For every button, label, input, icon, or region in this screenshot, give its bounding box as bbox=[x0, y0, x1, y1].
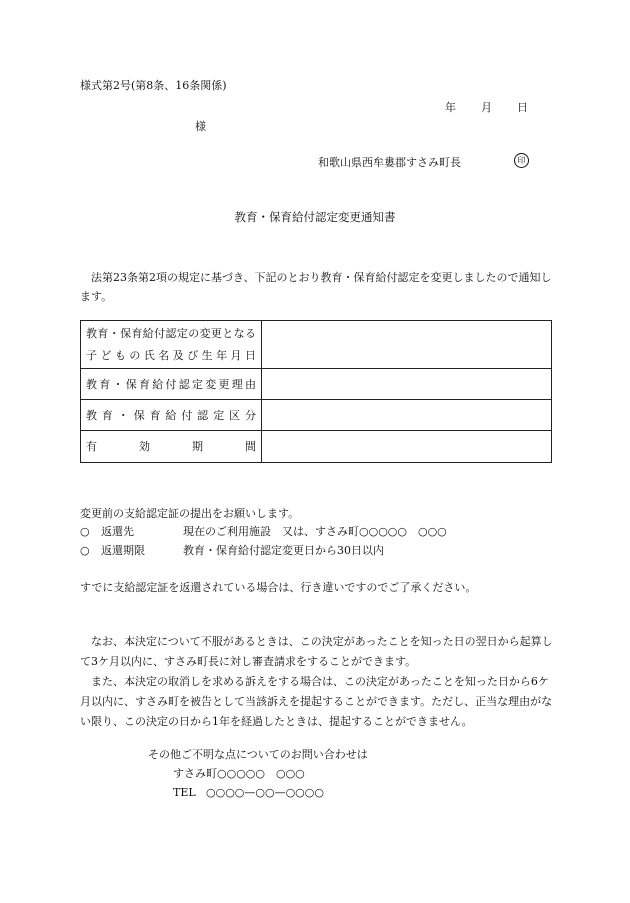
appeal-paragraph-1: なお、本決定について不服があるときは、この決定があったことを知った日の翌日から起算して3ケ月以内に、すさみ町長に対し審査請求をすることができます。 bbox=[80, 635, 553, 668]
return-destination-label: 返還先 bbox=[101, 525, 134, 538]
return-deadline-label: 返還期限 bbox=[101, 544, 145, 557]
bullet-circle: ○ bbox=[80, 544, 90, 557]
table-row bbox=[81, 321, 552, 369]
date-year-label: 年 bbox=[445, 101, 456, 114]
table-row bbox=[81, 431, 552, 463]
issuer-name: 和歌山県西牟婁郡すさみ町長 bbox=[318, 156, 461, 169]
form-number: 様式第2号(第8条、16条関係) bbox=[80, 79, 227, 92]
date-month-label: 月 bbox=[481, 101, 492, 114]
contact-phone bbox=[173, 787, 324, 798]
child-name-label-line2: 子どもの氏名及び生年月日 bbox=[86, 348, 256, 362]
return-deadline-value: 教育・保育給付認定変更日から30日以内 bbox=[183, 544, 384, 557]
child-name-label-line1: 教育・保育給付認定の変更となる bbox=[86, 326, 256, 340]
document-title: 教育・保育給付認定変更通知書 bbox=[234, 210, 396, 224]
table-row bbox=[81, 400, 552, 431]
contact-intro: その他ご不明な点についてのお問い合わせは bbox=[148, 748, 368, 761]
already-returned-note: すでに支給認定証を返還されている場合は、行き違いですのでご了承ください。 bbox=[80, 581, 477, 594]
appeal-paragraph-2: また、本決定の取消しを求める訴えをする場合は、この決定があったことを知った日から6ケ月以内に、すさみ町を被告として当該訴えを提起することができます。ただし、正当な理由がない限り、この決定の日から1年を経過したときは、提起することができません。 bbox=[80, 675, 553, 728]
bullet-circle: ○ bbox=[80, 525, 90, 538]
return-request: 変更前の支給認定証の提出をお願いします。 bbox=[80, 507, 300, 520]
child-name-value bbox=[262, 321, 552, 369]
contact-office: すさみ町○○○○○ ○○○ bbox=[173, 767, 305, 780]
recipient-suffix: 様 bbox=[195, 120, 206, 133]
intro-paragraph: 法第23条第2項の規定に基づき、下記のとおり教育・保育給付認定を変更しましたので通知します。 bbox=[80, 271, 552, 303]
category-label: 教育・保育給付認定区分 bbox=[81, 400, 262, 431]
table-row bbox=[81, 369, 552, 400]
tel-label: TEL bbox=[173, 786, 196, 799]
return-destination-value: 現在のご利用施設 又は、すさみ町○○○○○ ○○○ bbox=[183, 525, 447, 538]
child-name-label bbox=[81, 321, 262, 369]
tel-number: ○○○○—○○—○○○○ bbox=[206, 786, 324, 799]
seal-mark: 印 bbox=[514, 153, 529, 168]
change-reason-value bbox=[262, 369, 552, 400]
change-reason-label: 教育・保育給付認定変更理由 bbox=[81, 369, 262, 400]
date-day-label: 日 bbox=[517, 101, 528, 114]
category-value bbox=[262, 400, 552, 431]
certification-change-table bbox=[80, 320, 552, 463]
validity-period-label: 有効期間 bbox=[81, 431, 262, 463]
validity-period-value bbox=[262, 431, 552, 463]
